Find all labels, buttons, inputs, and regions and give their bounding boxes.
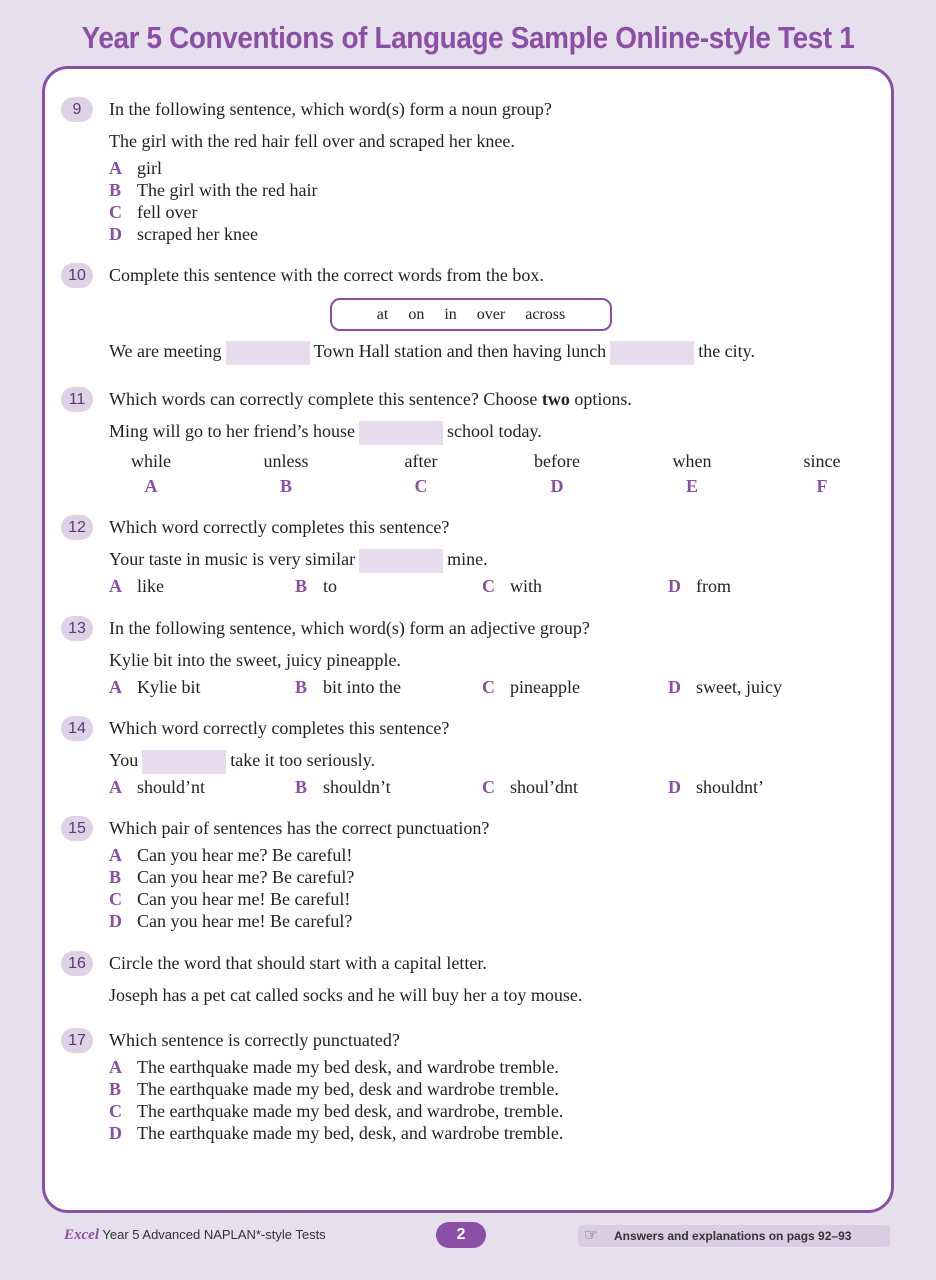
question-sentence: We are meeting Town Hall station and then having lunch the city. — [109, 340, 755, 365]
question-number: 14 — [61, 716, 93, 741]
question-number: 9 — [61, 97, 93, 122]
option-b[interactable]: B bit into the — [295, 677, 401, 697]
option-b[interactable]: B The girl with the red hair — [109, 180, 318, 200]
question-number: 11 — [61, 387, 93, 412]
question-sentence[interactable]: Joseph has a pet cat called socks and he will buy her a toy mouse. — [109, 985, 583, 1005]
question-text: Which words can correctly complete this sentence? Choose two options. — [109, 389, 632, 409]
brand-name: Excel — [64, 1227, 99, 1243]
question-sentence: Kylie bit into the sweet, juicy pineapple. — [109, 650, 401, 670]
question-sentence: The girl with the red hair fell over and scraped her knee. — [109, 131, 515, 151]
answer-blank-2[interactable] — [610, 341, 694, 365]
question-text: In the following sentence, which word(s) form an adjective group? — [109, 618, 590, 638]
question-sentence: Ming will go to her friend’s house school today. — [109, 420, 542, 445]
answer-blank[interactable] — [142, 750, 226, 774]
question-number: 17 — [61, 1028, 93, 1053]
question-text: Which pair of sentences has the correct punctuation? — [109, 818, 490, 838]
option-c[interactable]: C fell over — [109, 202, 198, 222]
option-a[interactable]: A like — [109, 576, 164, 596]
question-text: Circle the word that should start with a capital letter. — [109, 953, 487, 973]
option-d[interactable]: before D — [534, 451, 580, 496]
option-b[interactable]: B shouldn’t — [295, 777, 391, 797]
option-b[interactable]: B to — [295, 576, 338, 596]
option-d[interactable]: D The earthquake made my bed, desk, and wardrobe tremble. — [109, 1123, 564, 1143]
question-number: 15 — [61, 816, 93, 841]
question-number: 10 — [61, 263, 93, 288]
option-d[interactable]: D from — [668, 576, 731, 596]
option-a[interactable]: A Kylie bit — [109, 677, 201, 697]
answer-blank[interactable] — [359, 549, 443, 573]
question-text: Which word correctly completes this sentence? — [109, 517, 450, 537]
question-text: Complete this sentence with the correct words from the box. — [109, 265, 544, 285]
option-a[interactable]: while A — [131, 451, 171, 496]
answer-blank[interactable] — [359, 421, 443, 445]
question-sentence: You take it too seriously. — [109, 749, 375, 774]
option-f[interactable]: since F — [803, 451, 841, 496]
page-number: 2 — [436, 1222, 486, 1248]
option-d[interactable]: D Can you hear me! Be careful? — [109, 911, 353, 931]
option-c[interactable]: C Can you hear me! Be careful! — [109, 889, 351, 909]
question-text: Which sentence is correctly punctuated? — [109, 1030, 400, 1050]
option-c[interactable]: C pineapple — [482, 677, 580, 697]
question-number: 12 — [61, 515, 93, 540]
answer-blank-1[interactable] — [226, 341, 310, 365]
option-b[interactable]: B Can you hear me? Be careful? — [109, 867, 355, 887]
option-a[interactable]: A Can you hear me? Be careful! — [109, 845, 353, 865]
question-sentence: Your taste in music is very similar mine. — [109, 548, 488, 573]
pointing-hand-icon: ☞ — [584, 1227, 599, 1244]
option-e[interactable]: when E — [672, 451, 712, 496]
option-a[interactable]: A girl — [109, 158, 162, 178]
question-number: 13 — [61, 616, 93, 641]
option-d[interactable]: D scraped her knee — [109, 224, 258, 244]
option-c[interactable]: C with — [482, 576, 543, 596]
option-d[interactable]: D sweet, juicy — [668, 677, 782, 697]
option-a[interactable]: A should’nt — [109, 777, 206, 797]
question-text: Which word correctly completes this sentence? — [109, 718, 450, 738]
word-box: at on in over across — [330, 298, 612, 331]
question-panel — [42, 66, 894, 1213]
option-c[interactable]: C shoul’dnt — [482, 777, 579, 797]
option-a[interactable]: A The earthquake made my bed desk, and wardrobe tremble. — [109, 1057, 559, 1077]
option-d[interactable]: D shouldnt’ — [668, 777, 765, 797]
question-number: 16 — [61, 951, 93, 976]
option-b[interactable]: B The earthquake made my bed, desk and wardrobe tremble. — [109, 1079, 559, 1099]
page-footer — [0, 1222, 936, 1252]
option-c[interactable]: C The earthquake made my bed desk, and wardrobe, tremble. — [109, 1101, 564, 1121]
option-c[interactable]: after C — [404, 451, 438, 496]
page-title: Year 5 Conventions of Language Sample Online-style Test 1 — [81, 20, 855, 55]
book-title: Excel Year 5 Advanced NAPLAN*-style Tests — [64, 1227, 326, 1243]
answers-note: ☞ Answers and explanations on pags 92–93 — [578, 1225, 890, 1247]
option-b[interactable]: unless B — [263, 451, 309, 496]
question-text: In the following sentence, which word(s) form a noun group? — [109, 99, 552, 119]
